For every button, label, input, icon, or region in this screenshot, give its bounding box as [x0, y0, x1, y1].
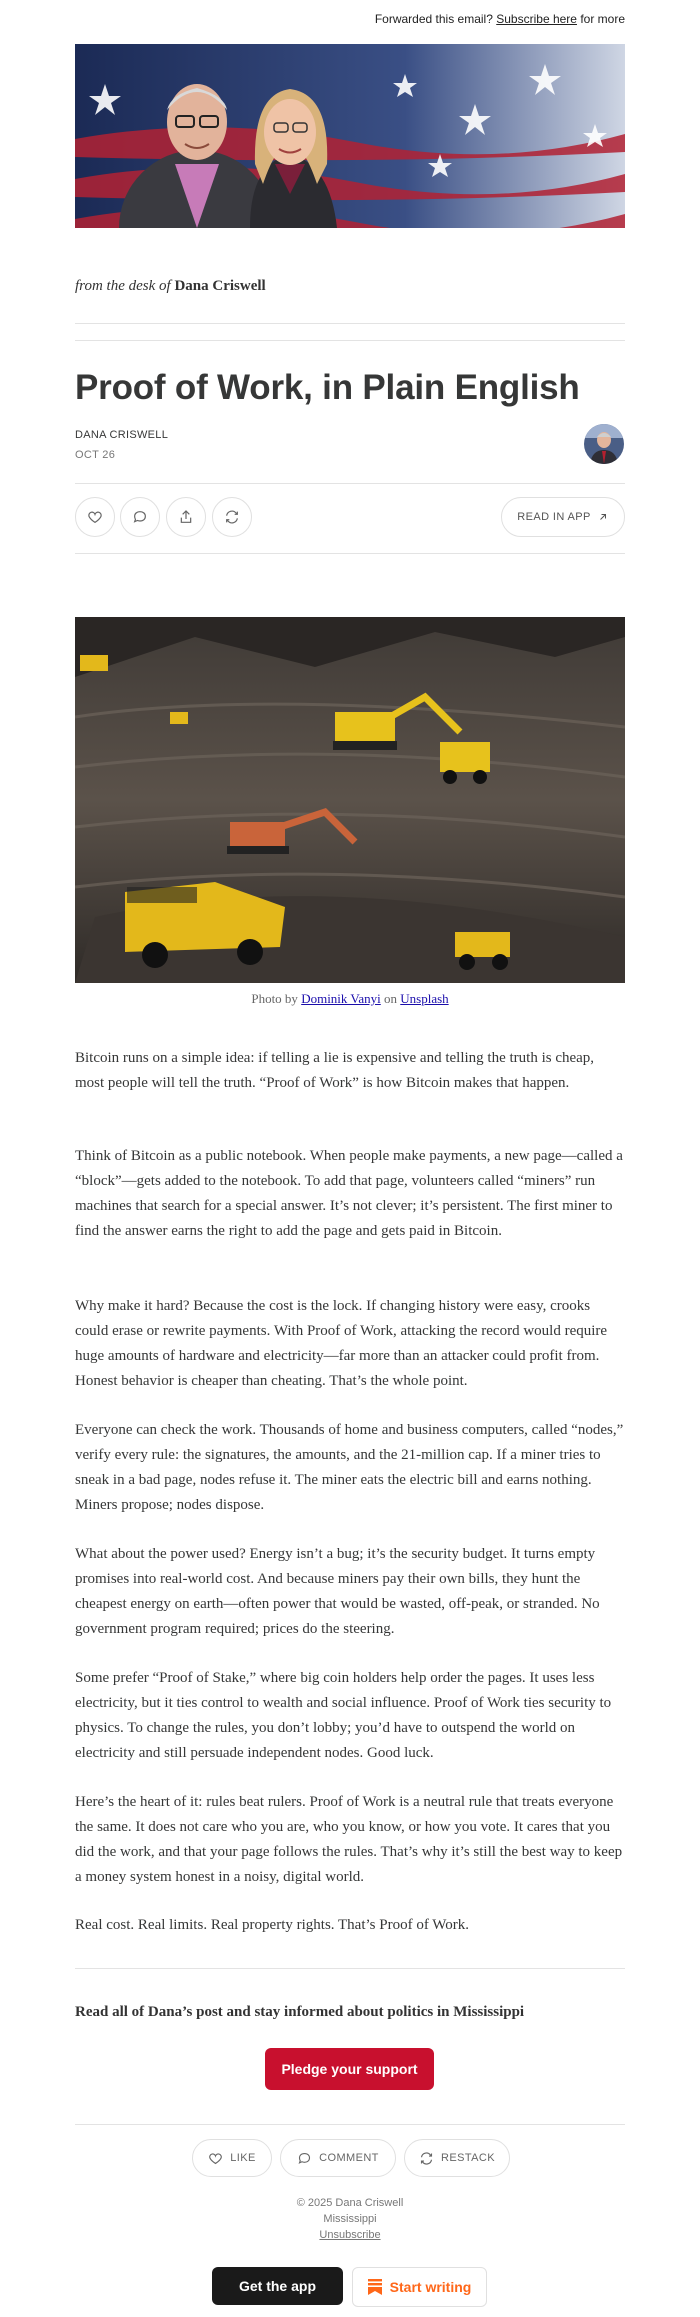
get-the-app-button[interactable]: Get the app — [212, 2267, 343, 2305]
restack-icon — [419, 2151, 434, 2166]
post-author[interactable]: DANA CRISWELL — [75, 429, 169, 441]
photo-caption — [75, 991, 625, 1007]
read-in-app-button[interactable] — [501, 497, 625, 537]
subscribe-link[interactable]: Subscribe here — [496, 12, 577, 26]
caption-on: on — [384, 991, 398, 1006]
from-the-desk-label — [75, 278, 266, 295]
forwarded-prefix: Forwarded this email? — [374, 12, 493, 26]
heart-icon — [208, 2151, 223, 2166]
start-writing-button[interactable] — [352, 2267, 487, 2307]
share-icon — [178, 509, 194, 525]
mining-photo[interactable] — [75, 617, 625, 983]
post-date: OCT 26 — [75, 449, 116, 461]
author-avatar[interactable] — [584, 424, 624, 464]
paragraph: Bitcoin runs on a simple idea: if telling a lie is expensive and telling the truth is cheap, most people will tell the truth. “Proof of Work” is how Bitcoin makes that happen. — [75, 1050, 595, 1091]
comment-icon — [132, 509, 148, 525]
paragraph: Everyone can check the work. Thousands of home and business computers, called “nodes,” verify every rule: the signatures, the amounts, and the 21-million cap. If a miner tries to sneak in a bad page, nodes refuse it. The miner eats the electric bill and earns nothing. Miners propose; nodes dispose. — [75, 1422, 624, 1513]
restack-button[interactable] — [212, 497, 252, 537]
comment-button[interactable] — [120, 497, 160, 537]
photographer-link[interactable]: Dominik Vanyi — [301, 991, 381, 1006]
comment-label: COMMENT — [319, 2152, 379, 2164]
cta-heading: Read all of Dana’s post and stay informed about politics in Mississippi — [75, 2004, 525, 2020]
restack-pill-button[interactable] — [404, 2139, 510, 2177]
divider — [75, 340, 625, 341]
unsubscribe-link[interactable]: Unsubscribe — [319, 2229, 381, 2241]
paragraph: Here’s the heart of it: rules beat rulers. Proof of Work is a neutral rule that treats everyone the same. It does not care who you are, who you know, or how you vote. It cares that you did the work, and that your page follows the rules. That’s why it’s still the best way to keep a money system honest in a noisy, digital world. — [75, 1794, 623, 1885]
divider — [75, 483, 625, 484]
substack-logo-icon — [368, 2279, 382, 2295]
divider — [75, 553, 625, 554]
like-label: LIKE — [230, 2152, 256, 2164]
heart-icon — [87, 509, 103, 525]
forwarded-suffix: for more — [580, 12, 625, 26]
desk-prefix: from the desk of — [75, 278, 171, 294]
paragraph: Why make it hard? Because the cost is the lock. If changing history were easy, crooks could erase or rewrite payments. With Proof of Work, attacking the record would require huge amounts of hardware and electricity—far more than an attacker could profit from. Honest behavior is cheaper than cheating. That’s the whole point. — [75, 1298, 608, 1389]
restack-icon — [224, 509, 240, 525]
restack-label: RESTACK — [441, 2152, 495, 2164]
paragraph: Think of Bitcoin as a public notebook. When people make payments, a new page—called a “block”—gets added to the notebook. To add that page, volunteers called “miners” run machines that search for a special answer. It’s not clever; it’s persistent. The first miner to find the answer earns the right to add the page and gets paid in Bitcoin. — [75, 1148, 623, 1239]
unsplash-link[interactable]: Unsplash — [400, 991, 449, 1006]
start-writing-label: Start writing — [389, 2279, 472, 2295]
paragraph: What about the power used? Energy isn’t a bug; it’s the security budget. It turns empty promises into real-world cost. And because miners pay their own bills, they hunt the cheapest energy on earth—often power that would be wasted, off-peak, or stranded. No government program required; prices do the steering. — [75, 1546, 600, 1637]
divider — [75, 2124, 625, 2125]
paragraph: Real cost. Real limits. Real property rights. That’s Proof of Work. — [75, 1917, 470, 1933]
divider — [75, 1968, 625, 1969]
comment-pill-button[interactable] — [280, 2139, 396, 2177]
like-button[interactable] — [75, 497, 115, 537]
read-in-app-label: READ IN APP — [517, 511, 591, 523]
paragraph: Some prefer “Proof of Stake,” where big coin holders help order the pages. It uses less electricity, but it ties control to wealth and social influence. Proof of Work ties security to physics. To change the rules, you don’t lobby; you’d have to outspend the world on electricity and still persuade independent nodes. Good luck. — [75, 1670, 612, 1761]
pledge-support-button[interactable]: Pledge your support — [265, 2048, 434, 2090]
arrow-up-right-icon — [597, 511, 609, 523]
footer-copyright: © 2025 Dana Criswell — [296, 2197, 404, 2209]
forwarded-notice — [375, 12, 625, 26]
header-banner-image — [75, 44, 625, 228]
share-button[interactable] — [166, 497, 206, 537]
comment-icon — [297, 2151, 312, 2166]
caption-prefix: Photo by — [251, 991, 298, 1006]
post-title[interactable]: Proof of Work, in Plain English — [75, 368, 580, 407]
divider — [75, 323, 625, 324]
like-pill-button[interactable] — [192, 2139, 272, 2177]
footer-location: Mississippi — [323, 2213, 377, 2225]
desk-author-name: Dana Criswell — [174, 278, 266, 294]
